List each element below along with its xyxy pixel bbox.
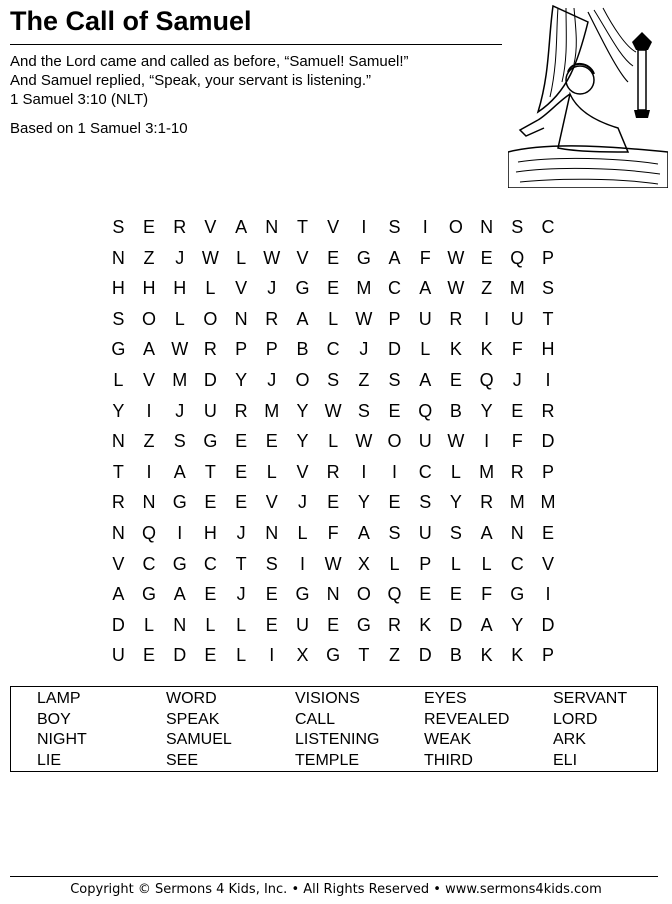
- grid-letter: Y: [480, 400, 493, 421]
- grid-row: [103, 304, 563, 335]
- grid-letter: G: [203, 431, 218, 452]
- word-list-item: LISTENING: [295, 731, 380, 749]
- grid-letter: L: [450, 553, 461, 574]
- grid-letter: N: [111, 522, 125, 543]
- grid-letter: W: [355, 431, 373, 452]
- grid-letter: Q: [418, 400, 433, 421]
- grid-letter: U: [111, 645, 125, 666]
- grid-letter: M: [264, 400, 280, 421]
- grid-letter: L: [174, 308, 185, 329]
- grid-letter: H: [142, 278, 156, 299]
- grid-letter: R: [541, 400, 555, 421]
- grid-letter: A: [173, 461, 186, 482]
- grid-letter: L: [236, 645, 247, 666]
- grid-letter: G: [295, 584, 310, 605]
- page-title: The Call of Samuel: [10, 6, 252, 36]
- grid-letter: E: [143, 645, 156, 666]
- grid-letter: S: [388, 217, 401, 237]
- grid-letter: N: [510, 522, 524, 543]
- grid-letter: O: [142, 308, 157, 329]
- word-list-column: [37, 689, 87, 771]
- grid-letter: E: [204, 584, 217, 605]
- grid-letter: K: [449, 339, 462, 360]
- grid-letter: S: [112, 308, 125, 329]
- grid-letter: E: [419, 584, 432, 605]
- grid-letter: H: [111, 278, 125, 299]
- grid-letter: J: [359, 339, 369, 360]
- grid-letter: I: [545, 369, 551, 390]
- grid-letter: L: [236, 614, 247, 635]
- verse-line-2: And Samuel replied, “Speak, your servant is listening.”: [10, 72, 372, 89]
- grid-letter: S: [541, 278, 554, 299]
- grid-letter: E: [327, 492, 340, 513]
- grid-letter: G: [510, 584, 525, 605]
- grid-letter: V: [143, 369, 156, 390]
- word-search-grid: [103, 212, 563, 671]
- scripture-verse: [10, 52, 510, 109]
- grid-letter: Q: [142, 522, 157, 543]
- grid-letter: L: [113, 369, 124, 390]
- grid-letter: C: [388, 278, 402, 299]
- grid-letter: A: [173, 584, 186, 605]
- grid-letter: U: [203, 400, 217, 421]
- word-list-box: [10, 686, 658, 772]
- grid-letter: N: [234, 308, 248, 329]
- grid-letter: K: [511, 645, 524, 666]
- grid-letter: S: [173, 431, 186, 452]
- grid-letter: O: [203, 308, 218, 329]
- word-list-item: WEAK: [424, 731, 472, 749]
- grid-letter: R: [265, 308, 279, 329]
- grid-letter: G: [356, 614, 371, 635]
- grid-letter: W: [447, 247, 465, 268]
- grid-row: [103, 457, 563, 488]
- word-list-item: TEMPLE: [295, 751, 360, 769]
- grid-letter: N: [265, 522, 279, 543]
- grid-letter: Y: [296, 431, 309, 452]
- grid-letter: T: [542, 308, 554, 329]
- grid-letter: I: [484, 431, 490, 452]
- verse-reference: 1 Samuel 3:10 (NLT): [10, 91, 149, 108]
- grid-letter: S: [449, 522, 462, 543]
- verse-line-1: And the Lord came and called as before, “Samuel! Samuel!”: [10, 53, 409, 70]
- grid-letter: J: [175, 247, 185, 268]
- word-list-item: THIRD: [424, 751, 473, 769]
- grid-letter: L: [450, 461, 461, 482]
- grid-row: [103, 610, 563, 641]
- word-list-item: VISIONS: [295, 690, 360, 707]
- word-list-item: SPEAK: [166, 710, 220, 728]
- grid-letter: S: [112, 217, 125, 237]
- grid-letter: Q: [479, 369, 494, 390]
- grid-row: [103, 426, 563, 457]
- grid-letter: N: [480, 217, 494, 237]
- word-list-item: SEE: [166, 751, 199, 769]
- grid-letter: Y: [357, 492, 370, 513]
- grid-letter: G: [356, 247, 371, 268]
- grid-letter: R: [173, 217, 187, 237]
- grid-letter: Q: [510, 247, 525, 268]
- grid-letter: J: [512, 369, 522, 390]
- word-list-item: ELI: [553, 751, 578, 769]
- grid-letter: C: [418, 461, 432, 482]
- grid-letter: D: [418, 645, 432, 666]
- grid-letter: A: [235, 217, 248, 237]
- grid-letter: I: [177, 522, 183, 543]
- grid-letter: G: [172, 553, 187, 574]
- grid-row: [103, 273, 563, 304]
- title-divider: [10, 44, 502, 45]
- grid-letter: Y: [449, 492, 462, 513]
- grid-letter: E: [265, 431, 278, 452]
- grid-letter: K: [480, 339, 493, 360]
- grid-letter: R: [203, 339, 217, 360]
- grid-letter: U: [510, 308, 524, 329]
- grid-letter: L: [420, 339, 431, 360]
- grid-letter: P: [265, 339, 278, 360]
- grid-letter: M: [540, 492, 556, 513]
- grid-letter: R: [234, 400, 248, 421]
- grid-letter: P: [541, 645, 554, 666]
- grid-letter: G: [111, 339, 126, 360]
- grid-letter: D: [111, 614, 125, 635]
- grid-letter: U: [295, 614, 309, 635]
- grid-letter: R: [510, 461, 524, 482]
- grid-letter: D: [203, 369, 217, 390]
- grid-letter: W: [201, 247, 219, 268]
- grid-letter: O: [356, 584, 371, 605]
- grid-letter: X: [357, 553, 370, 574]
- grid-letter: E: [511, 400, 524, 421]
- grid-letter: L: [236, 247, 247, 268]
- grid-letter: R: [480, 492, 494, 513]
- grid-letter: E: [388, 492, 401, 513]
- grid-letter: N: [142, 492, 156, 513]
- grid-letter: L: [389, 553, 400, 574]
- grid-letter: I: [299, 553, 305, 574]
- grid-letter: S: [419, 492, 432, 513]
- grid-letter: E: [480, 247, 493, 268]
- grid-letter: A: [112, 584, 125, 605]
- grid-letter: V: [296, 461, 309, 482]
- grid-letter: C: [510, 553, 524, 574]
- grid-letter: J: [175, 400, 185, 421]
- grid-letter: W: [355, 308, 373, 329]
- grid-row: [103, 396, 563, 427]
- grid-letter: N: [111, 247, 125, 268]
- grid-letter: N: [173, 614, 187, 635]
- word-list-item: LORD: [553, 710, 598, 728]
- grid-letter: S: [357, 400, 370, 421]
- grid-letter: I: [146, 400, 152, 421]
- grid-letter: X: [296, 645, 309, 666]
- grid-letter: F: [327, 522, 339, 543]
- grid-letter: U: [418, 308, 432, 329]
- grid-letter: I: [146, 461, 152, 482]
- grid-letter: L: [328, 431, 339, 452]
- grid-letter: M: [509, 278, 525, 299]
- grid-letter: Y: [511, 614, 524, 635]
- grid-letter: I: [361, 461, 367, 482]
- word-list-item: ARK: [553, 731, 586, 749]
- grid-letter: A: [480, 614, 493, 635]
- grid-letter: G: [172, 492, 187, 513]
- grid-letter: N: [111, 431, 125, 452]
- copyright-footer: Copyright © Sermons 4 Kids, Inc. • All Rights Reserved • www.sermons4kids.com: [70, 882, 602, 897]
- grid-letter: F: [511, 431, 523, 452]
- grid-letter: R: [111, 492, 125, 513]
- word-list-column: [295, 689, 379, 771]
- grid-letter: G: [326, 645, 341, 666]
- grid-letter: M: [509, 492, 525, 513]
- grid-letter: W: [324, 553, 342, 574]
- grid-letter: A: [388, 247, 401, 268]
- grid-letter: N: [326, 584, 340, 605]
- grid-letter: V: [327, 217, 340, 237]
- grid-letter: I: [392, 461, 398, 482]
- grid-letter: Q: [387, 584, 402, 605]
- grid-letter: A: [296, 308, 309, 329]
- grid-letter: E: [265, 614, 278, 635]
- grid-letter: E: [235, 431, 248, 452]
- grid-letter: W: [447, 278, 465, 299]
- grid-letter: I: [361, 217, 367, 237]
- grid-row: [103, 487, 563, 518]
- word-list-item: BOY: [37, 710, 71, 728]
- grid-letter: Z: [358, 369, 370, 390]
- grid-letter: G: [142, 584, 157, 605]
- grid-letter: S: [388, 522, 401, 543]
- grid-letter: R: [388, 614, 402, 635]
- grid-letter: S: [327, 369, 340, 390]
- grid-letter: E: [327, 614, 340, 635]
- grid-row: [103, 549, 563, 580]
- grid-letter: E: [235, 492, 248, 513]
- grid-letter: H: [203, 522, 217, 543]
- grid-letter: V: [265, 492, 278, 513]
- grid-letter: Y: [235, 369, 248, 390]
- grid-letter: U: [418, 522, 432, 543]
- grid-letter: Z: [143, 247, 155, 268]
- grid-letter: A: [480, 522, 493, 543]
- grid-letter: J: [297, 492, 307, 513]
- grid-letter: Z: [481, 278, 493, 299]
- grid-letter: O: [448, 217, 463, 237]
- grid-letter: B: [296, 339, 309, 360]
- grid-row: [103, 579, 563, 610]
- grid-letter: V: [296, 247, 309, 268]
- grid-letter: S: [265, 553, 278, 574]
- grid-letter: T: [358, 645, 370, 666]
- grid-letter: P: [541, 461, 554, 482]
- grid-letter: O: [295, 369, 310, 390]
- grid-letter: D: [541, 614, 555, 635]
- word-list-column: [553, 689, 627, 771]
- grid-letter: C: [203, 553, 217, 574]
- word-list-item: CALL: [295, 710, 336, 728]
- grid-row: [103, 334, 563, 365]
- grid-letter: J: [236, 584, 246, 605]
- grid-letter: A: [419, 278, 432, 299]
- grid-letter: E: [449, 369, 462, 390]
- grid-letter: C: [541, 217, 555, 237]
- grid-letter: W: [447, 431, 465, 452]
- grid-letter: K: [419, 614, 432, 635]
- grid-row: [103, 243, 563, 274]
- grid-letter: L: [328, 308, 339, 329]
- word-list-item: LIE: [37, 751, 62, 769]
- grid-letter: L: [481, 553, 492, 574]
- grid-letter: K: [480, 645, 493, 666]
- grid-row: [103, 212, 563, 243]
- grid-row: [103, 640, 563, 671]
- word-list-item: REVEALED: [424, 710, 510, 728]
- grid-letter: J: [236, 522, 246, 543]
- grid-letter: E: [327, 247, 340, 268]
- grid-letter: N: [265, 217, 279, 237]
- footer-divider: [10, 876, 658, 877]
- grid-letter: L: [205, 278, 216, 299]
- grid-letter: E: [449, 584, 462, 605]
- grid-letter: E: [235, 461, 248, 482]
- grid-letter: C: [326, 339, 340, 360]
- grid-letter: E: [265, 584, 278, 605]
- grid-letter: I: [484, 308, 490, 329]
- grid-letter: Y: [296, 400, 309, 421]
- grid-letter: E: [204, 645, 217, 666]
- word-list-item: LAMP: [37, 690, 81, 707]
- grid-letter: O: [387, 431, 402, 452]
- grid-letter: V: [235, 278, 248, 299]
- grid-letter: D: [388, 339, 402, 360]
- grid-letter: A: [419, 369, 432, 390]
- grid-letter: F: [481, 584, 493, 605]
- grid-letter: M: [172, 369, 188, 390]
- word-list-column: [166, 689, 232, 771]
- grid-letter: D: [173, 645, 187, 666]
- grid-letter: Y: [112, 400, 125, 421]
- grid-letter: M: [479, 461, 495, 482]
- grid-letter: L: [266, 461, 277, 482]
- based-on-text: Based on 1 Samuel 3:1-10: [10, 120, 188, 137]
- grid-letter: F: [419, 247, 431, 268]
- grid-letter: L: [297, 522, 308, 543]
- grid-letter: L: [205, 614, 216, 635]
- grid-letter: F: [511, 339, 523, 360]
- grid-letter: S: [388, 369, 401, 390]
- grid-letter: E: [143, 217, 156, 237]
- grid-letter: U: [418, 431, 432, 452]
- grid-row: [103, 365, 563, 396]
- grid-row: [103, 518, 563, 549]
- grid-letter: A: [357, 522, 370, 543]
- grid-letter: W: [171, 339, 189, 360]
- samuel-illustration: [508, 2, 668, 188]
- grid-letter: P: [388, 308, 401, 329]
- word-list-item: WORD: [166, 690, 217, 707]
- grid-letter: Z: [389, 645, 401, 666]
- word-list-item: NIGHT: [37, 731, 87, 749]
- grid-letter: T: [296, 217, 308, 237]
- grid-letter: W: [324, 400, 342, 421]
- grid-letter: P: [235, 339, 248, 360]
- grid-letter: P: [419, 553, 432, 574]
- grid-letter: B: [449, 645, 462, 666]
- grid-letter: A: [143, 339, 156, 360]
- grid-letter: T: [112, 461, 124, 482]
- grid-letter: I: [545, 584, 551, 605]
- grid-letter: B: [449, 400, 462, 421]
- grid-letter: R: [326, 461, 340, 482]
- word-list-item: SAMUEL: [166, 731, 232, 749]
- word-list-item: SERVANT: [553, 690, 628, 707]
- grid-letter: M: [356, 278, 372, 299]
- grid-letter: G: [295, 278, 310, 299]
- grid-letter: S: [511, 217, 524, 237]
- grid-letter: V: [112, 553, 125, 574]
- grid-letter: P: [541, 247, 554, 268]
- grid-letter: L: [144, 614, 155, 635]
- grid-letter: V: [204, 217, 217, 237]
- grid-letter: E: [327, 278, 340, 299]
- grid-letter: D: [541, 431, 555, 452]
- word-list-column: [424, 689, 509, 771]
- grid-letter: V: [541, 553, 554, 574]
- grid-letter: Z: [143, 431, 155, 452]
- grid-letter: E: [388, 400, 401, 421]
- grid-letter: I: [422, 217, 428, 237]
- grid-letter: C: [142, 553, 156, 574]
- grid-letter: T: [235, 553, 247, 574]
- grid-letter: H: [541, 339, 555, 360]
- grid-letter: J: [267, 369, 277, 390]
- grid-letter: E: [204, 492, 217, 513]
- grid-letter: T: [204, 461, 216, 482]
- grid-letter: R: [449, 308, 463, 329]
- grid-letter: J: [267, 278, 277, 299]
- grid-letter: D: [449, 614, 463, 635]
- grid-letter: E: [541, 522, 554, 543]
- grid-letter: I: [269, 645, 275, 666]
- grid-letter: H: [173, 278, 187, 299]
- word-list-item: EYES: [424, 690, 467, 707]
- grid-letter: W: [263, 247, 281, 268]
